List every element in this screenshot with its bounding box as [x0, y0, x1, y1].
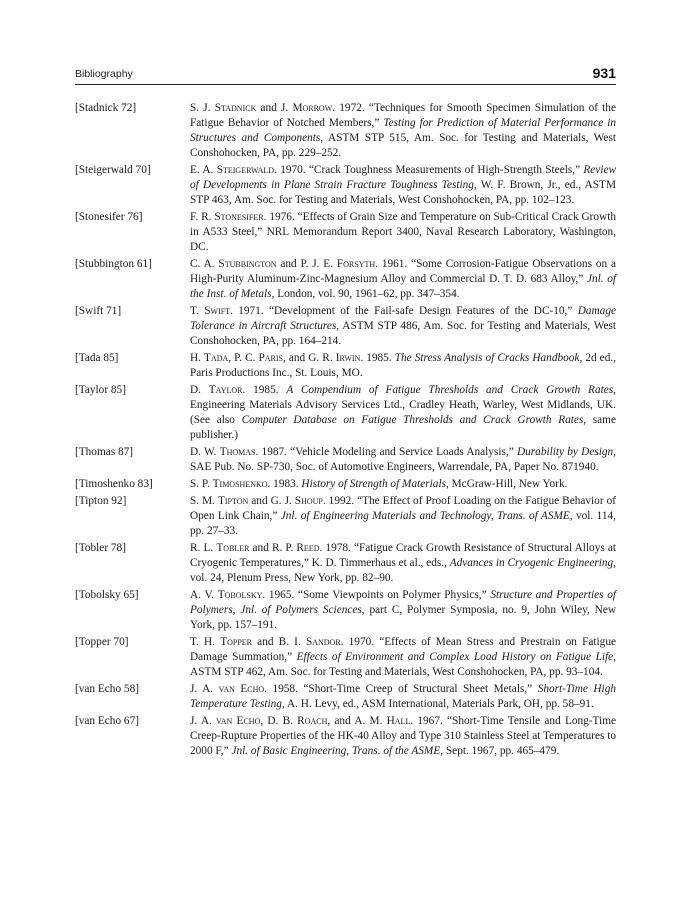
citation-text	[190, 682, 616, 712]
section-title: Bibliography	[75, 68, 133, 80]
citation-segment: . 1983.	[267, 478, 302, 490]
citation-key: [Tada 85]	[75, 352, 119, 364]
author-name: Forsyth	[336, 258, 376, 270]
citation-segment: , same publisher.)	[190, 414, 616, 441]
citation-segment: . 1971. “Development of the Fail-safe Design Features of the DC-10,”	[230, 305, 578, 317]
citation-segment: H.	[190, 352, 205, 364]
citation-segment: , W. F. Brown, Jr., ed., ASTM STP 463, Am. Soc. for Testing and Materials, West Conshohocken, PA, pp. 102–123.	[190, 179, 616, 206]
citation-segment: E. A.	[190, 164, 217, 176]
citation-text	[190, 635, 616, 680]
citation-segment: , and G. R.	[283, 352, 336, 364]
citation-segment: , ASTM STP 462, Am. Soc. for Testing and Materials, West Conshohocken, PA, pp. 93–104.	[190, 651, 616, 678]
author-name: Taylor	[208, 384, 243, 396]
bibliography-entry	[75, 351, 616, 381]
bibliography-entry	[75, 635, 616, 680]
citation-segment: , Engineering Materials Advisory Services Ltd., Cradley Heath, Warley, West Midlands, UK. (See also	[190, 384, 616, 426]
citation-segment: S. J.	[190, 102, 215, 114]
citation-segment: . 1965. “Some Viewpoints on Polymer Physics,”	[262, 589, 491, 601]
author-name: Paris	[258, 352, 283, 364]
citation-key: [van Echo 67]	[75, 715, 139, 727]
citation-key: [Taylor 85]	[75, 384, 126, 396]
citation-key: [Swift 71]	[75, 305, 122, 317]
citation-text	[190, 351, 616, 381]
citation-title: The Stress Analysis of Cracks Handbook	[394, 352, 580, 364]
bibliography-list	[75, 101, 616, 761]
citation-title: History of Strength of Materials	[301, 478, 446, 490]
author-name: van Echo	[218, 683, 265, 695]
citation-key: [Timoshenko 83]	[75, 478, 153, 490]
citation-segment: and J.	[256, 102, 293, 114]
citation-segment: D.	[190, 384, 209, 396]
author-name: Stubbington	[218, 258, 277, 270]
citation-segment: and P. J. E.	[276, 258, 337, 270]
citation-segment: . 1958. “Short-Time Creep of Structural Sheet Metals,”	[264, 683, 538, 695]
citation-title: Damage Tolerance in Aircraft Structures	[190, 305, 616, 332]
citation-segment: T. H.	[190, 636, 221, 648]
author-name: Tada	[204, 352, 229, 364]
citation-title: Computer Database on Fatigue Thresholds and Crack Growth Rates	[241, 414, 584, 426]
citation-title: Jnl. of the Inst. of Metals	[190, 273, 616, 300]
citation-title: Effects of Environment and Complex Load History on Fatigue Life	[296, 651, 614, 663]
author-name: Irwin	[335, 352, 361, 364]
citation-segment: , London, vol. 90, 1961–62, pp. 347–354.	[271, 288, 460, 300]
bibliography-entry	[75, 588, 616, 633]
bibliography-entry	[75, 494, 616, 539]
citation-key: [Tobolsky 65]	[75, 589, 139, 601]
citation-title: Durability by Design	[516, 446, 614, 458]
author-name: Timoshenko	[212, 478, 268, 490]
citation-title: Jnl. of Basic Engineering, Trans. of the ASME	[231, 745, 441, 757]
citation-segment: , A. H. Levy, ed., ASM International, Materials Park, OH, pp. 58–91.	[281, 698, 594, 710]
citation-title: Review of Developments in Plane Strain Fracture Toughness Testing	[190, 164, 617, 191]
citation-text	[190, 210, 616, 255]
running-header	[75, 66, 616, 85]
citation-segment: . 1985.	[360, 352, 395, 364]
citation-key: [Stubbington 61]	[75, 258, 152, 270]
citation-text	[190, 477, 616, 492]
citation-segment: S. M.	[190, 495, 218, 507]
citation-text	[190, 494, 616, 539]
citation-segment: C. A.	[190, 258, 219, 270]
citation-segment: and R. P.	[249, 542, 297, 554]
citation-segment: . 1967. “Short-Time Tensile and Long-Time Creep-Rupture Properties of the HK-40 Alloy and Type 310 Stainless Steel at Temperatures to 2000 F,”	[190, 715, 617, 757]
citation-text	[190, 383, 616, 443]
citation-key: [Tobler 78]	[75, 542, 126, 554]
citation-text	[190, 304, 616, 349]
citation-text	[190, 588, 616, 633]
citation-segment: , ASTM STP 515, Am. Soc. for Testing and Materials, West Conshohocken, PA, pp. 229–252.	[190, 132, 616, 159]
citation-title: Testing for Prediction of Material Performance in Structures and Components	[190, 117, 616, 144]
citation-segment: . 1978. “Fatigue Crack Growth Resistance of Structural Alloys at Cryogenic Temperatures,” K. D. Timmerhaus et al., eds.,	[190, 542, 616, 569]
bibliography-entry	[75, 477, 616, 492]
citation-title: Jnl. of Engineering Materials and Technology, Trans. of ASME	[280, 510, 570, 522]
citation-key: [Stadnick 72]	[75, 102, 137, 114]
citation-segment: . 1972. “Techniques for Smooth Specimen Simulation of the Fatigue Behavior of Notched Members,”	[190, 102, 616, 129]
author-name: Reed	[296, 542, 320, 554]
citation-segment: F. R.	[190, 211, 215, 223]
bibliography-entry	[75, 541, 616, 586]
citation-text	[190, 101, 616, 161]
bibliography-entry	[75, 304, 616, 349]
citation-key: [van Echo 58]	[75, 683, 139, 695]
author-name: Tobler	[216, 542, 250, 554]
bibliography-entry	[75, 682, 616, 712]
citation-segment: , Sept. 1967, pp. 465–479.	[440, 745, 560, 757]
citation-segment: . 1970. “Effects of Mean Stress and Prestrain on Fatigue Damage Summation,”	[190, 636, 616, 663]
citation-title: Structure and Properties of Polymers, Jnl. of Polymers Sciences	[190, 589, 617, 616]
citation-segment: , D. B.	[260, 715, 298, 727]
bibliography-entry	[75, 383, 616, 443]
author-name: Stonesifer	[214, 211, 264, 223]
bibliography-entry	[75, 445, 616, 475]
citation-segment: . 1992. “The Effect of Proof Loading on the Fatigue Behavior of Open Link Chain,”	[190, 495, 616, 522]
author-name: Roach	[297, 715, 328, 727]
author-name: Topper	[220, 636, 253, 648]
citation-segment: , P. C.	[228, 352, 259, 364]
author-name: Steigerwald	[216, 164, 275, 176]
citation-segment: , SAE Pub. No. SP-730, Soc. of Automotive Engineers, Warrendale, PA, Paper No. 871940.	[190, 446, 616, 473]
citation-key: [Tipton 92]	[75, 495, 127, 507]
citation-text	[190, 714, 616, 759]
citation-segment: , ASTM STP 486, Am. Soc. for Testing and Materials, West Conshohocken, PA, pp. 164–214.	[190, 320, 616, 347]
citation-segment: J. A.	[190, 715, 217, 727]
citation-segment: . 1987. “Vehicle Modeling and Service Loads Analysis,”	[255, 446, 517, 458]
author-name: Hall	[386, 715, 411, 727]
citation-segment: , vol. 114, pp. 27–33.	[190, 510, 616, 537]
citation-segment: A. V.	[190, 589, 218, 601]
citation-segment: . 1961. “Some Corrosion-Fatigue Observations on a High-Purity Aluminum-Zinc-Magnesium Alloy and Commercial D. T. D. 683 Alloy,”	[190, 258, 616, 285]
author-name: Swift	[204, 305, 231, 317]
citation-segment: , 2d ed., Paris Productions Inc., St. Louis, MO.	[190, 352, 616, 379]
bibliography-entry	[75, 210, 616, 255]
citation-segment: and G. J.	[248, 495, 295, 507]
citation-segment: , and A. M.	[327, 715, 387, 727]
citation-segment: . 1970. “Crack Toughness Measurements of High-Strength Steels,”	[274, 164, 584, 176]
citation-title: Advances in Cryogenic Engineering	[449, 557, 614, 569]
author-name: Tobolsky	[217, 589, 263, 601]
citation-segment: D. W.	[190, 446, 220, 458]
author-name: Stadnick	[214, 102, 257, 114]
author-name: Shoup	[294, 495, 323, 507]
citation-title: A Compendium of Fatigue Thresholds and Crack Growth Rates	[286, 384, 614, 396]
citation-segment: and B. I.	[252, 636, 306, 648]
citation-text	[190, 445, 616, 475]
bibliography-entry	[75, 163, 616, 208]
author-name: Thomas	[219, 446, 256, 458]
author-name: Tipton	[217, 495, 249, 507]
citation-title: Short-Time High Temperature Testing	[190, 683, 616, 710]
author-name: Sandor	[305, 636, 341, 648]
citation-segment: J. A.	[190, 683, 219, 695]
citation-segment: T.	[190, 305, 205, 317]
citation-key: [Steigerwald 70]	[75, 164, 151, 176]
citation-key: [Thomas 87]	[75, 446, 134, 458]
bibliography-entry	[75, 101, 616, 161]
page-number: 931	[592, 65, 616, 81]
citation-segment: , part C, Polymer Symposia, no. 9, John Wiley, New York, pp. 157–191.	[190, 604, 616, 631]
bibliography-entry	[75, 257, 616, 302]
citation-key: [Stonesifer 76]	[75, 211, 143, 223]
bibliography-entry	[75, 714, 616, 759]
citation-key: [Topper 70]	[75, 636, 129, 648]
citation-segment: R. L.	[190, 542, 217, 554]
citation-text	[190, 163, 616, 208]
author-name: Morrow	[292, 102, 333, 114]
citation-segment: , vol. 24, Plenum Press, New York, pp. 82–90.	[190, 557, 616, 584]
citation-text	[190, 541, 616, 586]
citation-segment: , McGraw-Hill, New York.	[445, 478, 568, 490]
citation-segment: . 1985.	[242, 384, 287, 396]
citation-segment: . 1976. “Effects of Grain Size and Temperature on Sub-Critical Crack Growth in A533 Steel,” NRL Memorandum Report 3400, Naval Research Laboratory, Washington, DC.	[190, 211, 616, 253]
author-name: van Echo	[216, 715, 261, 727]
citation-segment: S. P.	[190, 478, 213, 490]
citation-text	[190, 257, 616, 302]
